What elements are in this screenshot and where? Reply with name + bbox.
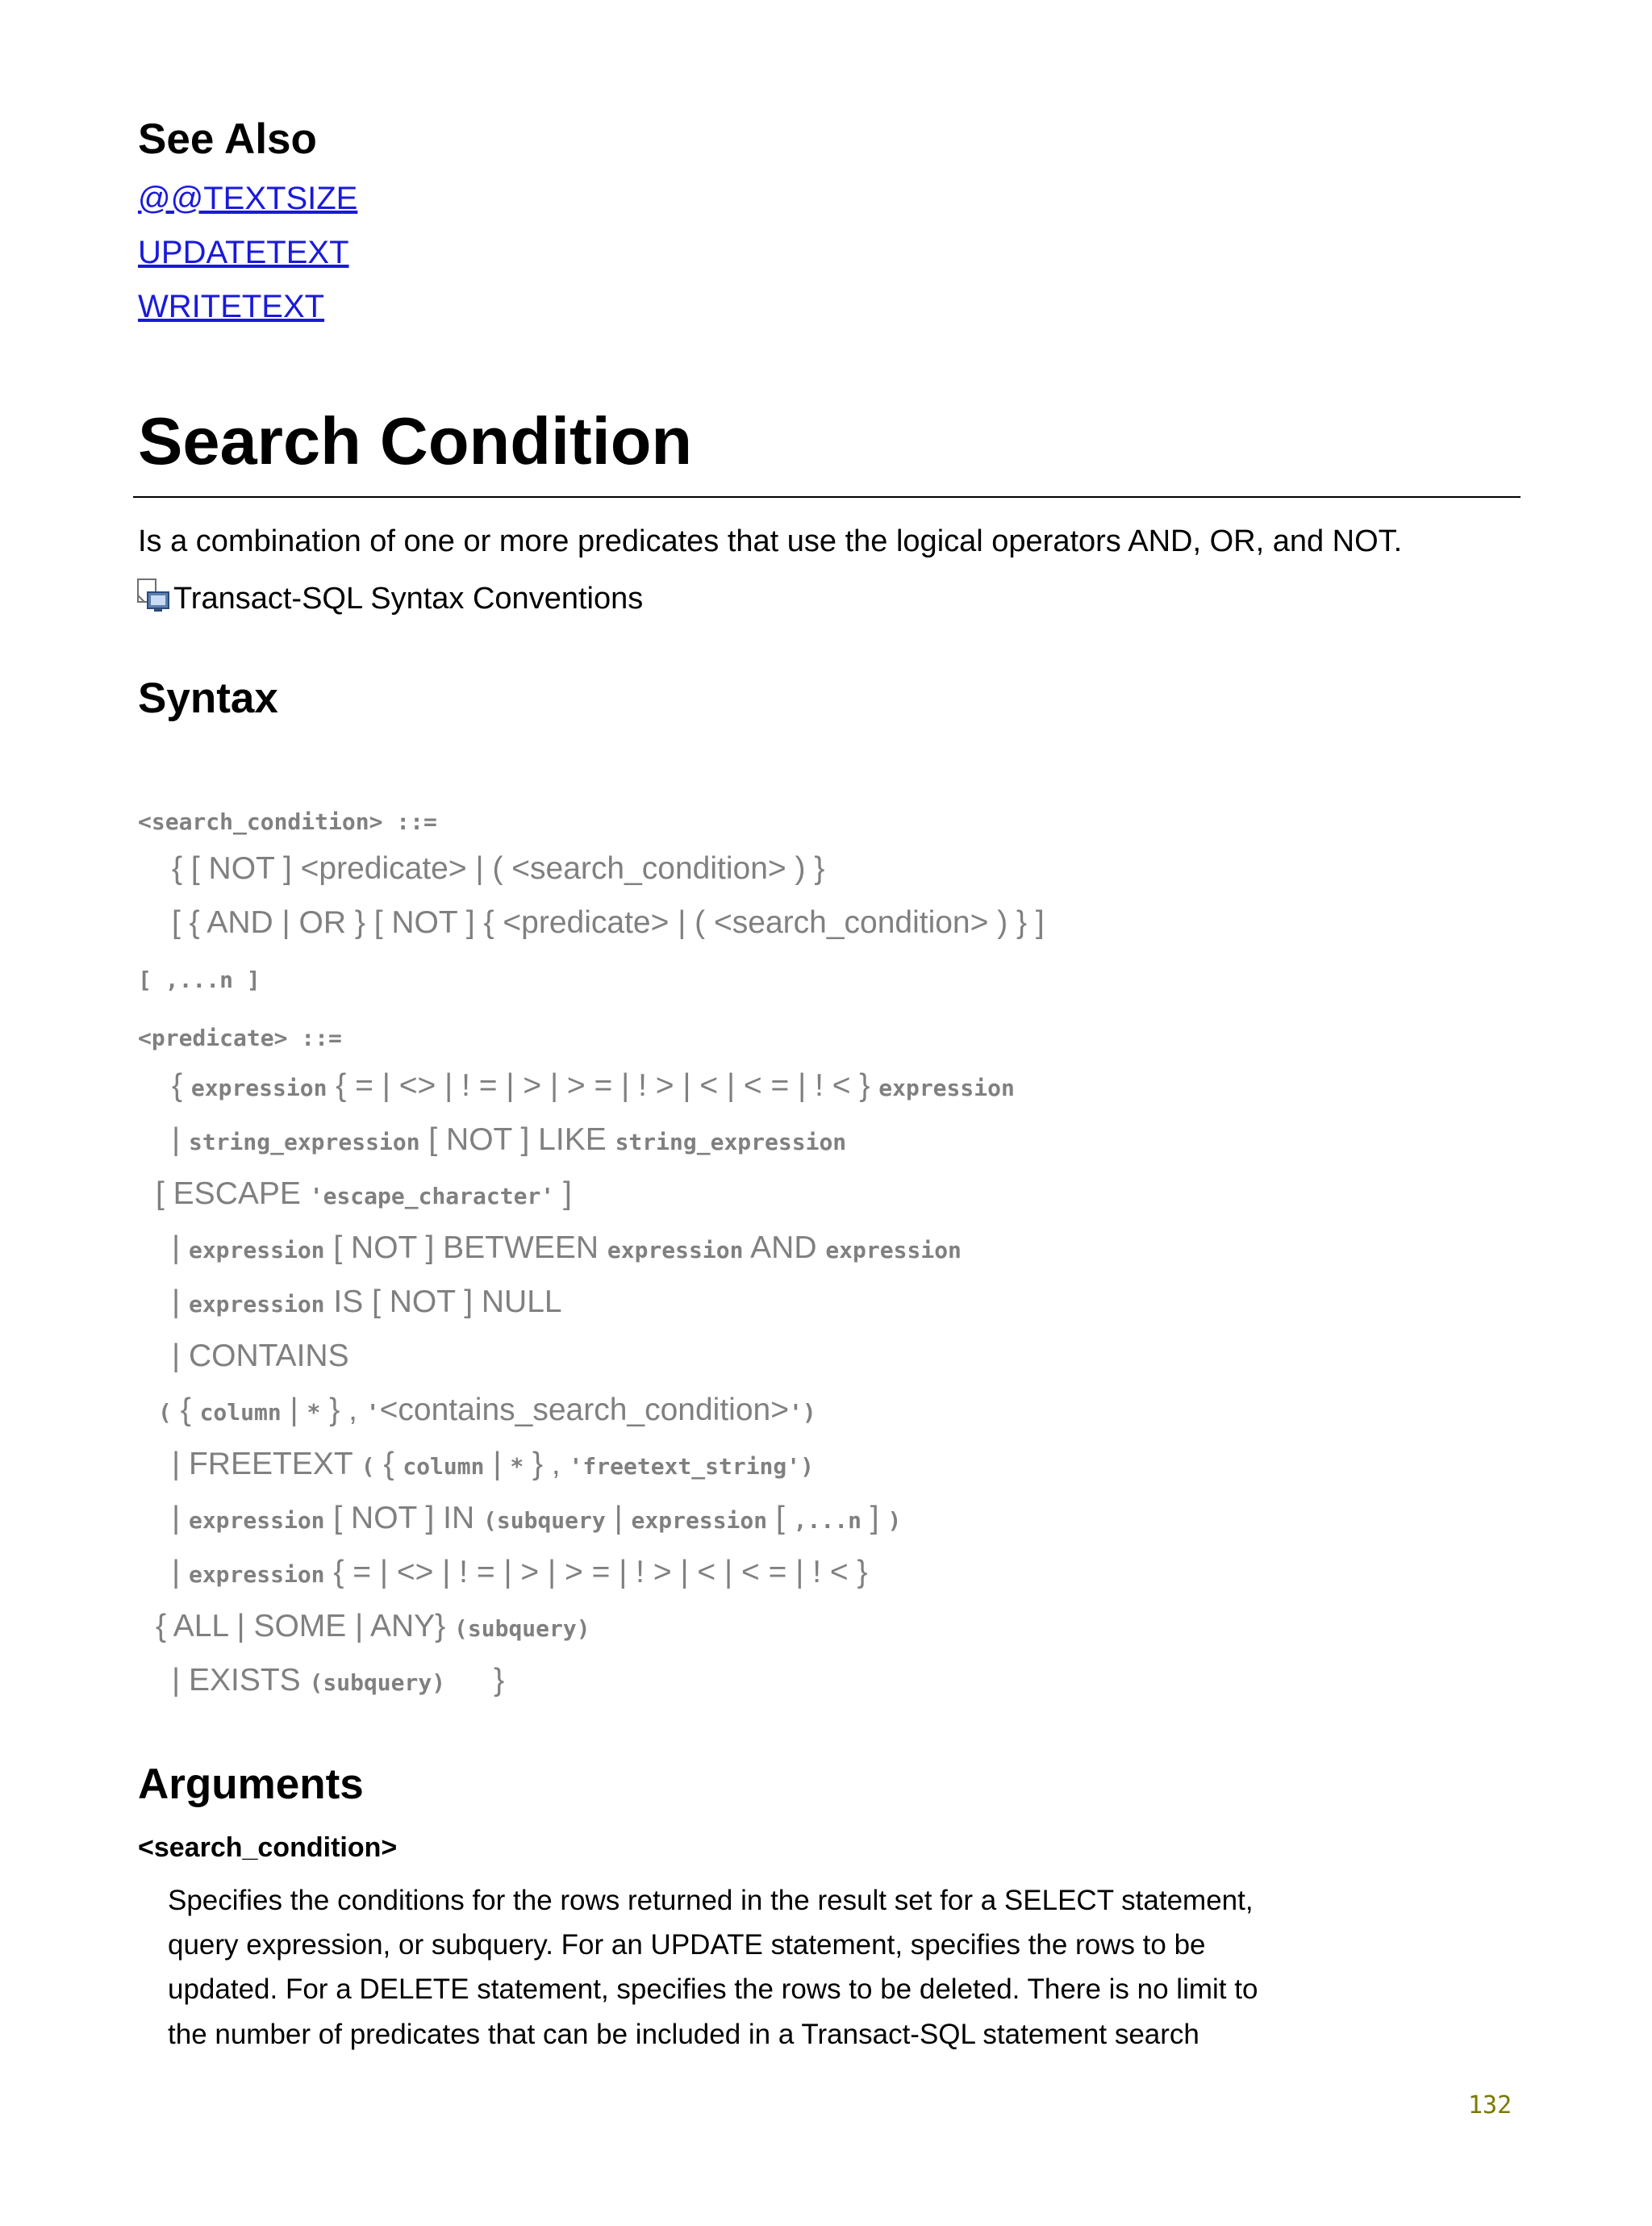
link-writetext[interactable]: WRITETEXT bbox=[138, 289, 325, 324]
syntax-line: [ ,...n ] bbox=[138, 967, 261, 993]
argument-term: <search_condition> bbox=[138, 1832, 398, 1863]
syntax-line: <search_condition> ::= bbox=[138, 808, 437, 835]
title-divider bbox=[133, 496, 1521, 498]
syntax-line: <predicate> ::= bbox=[138, 1025, 342, 1051]
syntax-line: | expression [ NOT ] IN (subquery | expression [ ,...n ] ) bbox=[172, 1501, 902, 1535]
syntax-line: | expression IS [ NOT ] NULL bbox=[172, 1284, 562, 1319]
syntax-line: | CONTAINS bbox=[172, 1339, 349, 1373]
syntax-line: | expression { = | <> | ! = | > | > = | ! > | < | < = | ! < } bbox=[172, 1555, 868, 1589]
conventions-link[interactable] bbox=[136, 578, 643, 614]
syntax-line: [ ESCAPE 'escape_character' ] bbox=[156, 1176, 572, 1211]
conventions-link-label: Transact-SQL Syntax Conventions bbox=[173, 582, 644, 616]
see-also-heading: See Also bbox=[138, 115, 317, 163]
syntax-line: | expression [ NOT ] BETWEEN expression AND expression bbox=[172, 1230, 962, 1265]
syntax-line: | FREETEXT ( { column | * } , 'freetext_string') bbox=[172, 1447, 814, 1481]
syntax-line: { expression { = | <> | ! = | > | > = | ! > | < | < = | ! < } expression bbox=[172, 1068, 1015, 1103]
syntax-line: | string_expression [ NOT ] LIKE string_expression bbox=[172, 1122, 847, 1157]
argument-description-line: the number of predicates that can be included in a Transact-SQL statement search bbox=[168, 2019, 1199, 2050]
syntax-line: { ALL | SOME | ANY} (subquery) bbox=[156, 1609, 590, 1643]
syntax-line: [ { AND | OR } [ NOT ] { <predicate> | ( <search_condition> ) } ] bbox=[172, 905, 1045, 940]
syntax-heading: Syntax bbox=[138, 674, 278, 722]
link-updatetext[interactable]: UPDATETEXT bbox=[138, 235, 349, 270]
argument-description-line: updated. For a DELETE statement, specifies the rows to be deleted. There is no limit to bbox=[168, 1973, 1258, 2005]
argument-description-line: query expression, or subquery. For an UPDATE statement, specifies the rows to be bbox=[168, 1929, 1206, 1961]
syntax-line: { [ NOT ] <predicate> | ( <search_condition> ) } bbox=[172, 851, 825, 886]
page-title: Search Condition bbox=[138, 403, 693, 478]
link-textsize[interactable]: @@TEXTSIZE bbox=[138, 181, 358, 216]
syntax-conventions-icon bbox=[136, 578, 172, 613]
page-number: 132 bbox=[1468, 2091, 1512, 2120]
syntax-line: ( { column | * } , '<contains_search_condition>') bbox=[158, 1393, 816, 1427]
section-description: Is a combination of one or more predicates that use the logical operators AND, OR, and NOT. bbox=[138, 524, 1403, 558]
argument-description-line: Specifies the conditions for the rows returned in the result set for a SELECT statement, bbox=[168, 1885, 1254, 1916]
arguments-heading: Arguments bbox=[138, 1760, 364, 1808]
syntax-line: | EXISTS (subquery) } bbox=[172, 1663, 505, 1698]
